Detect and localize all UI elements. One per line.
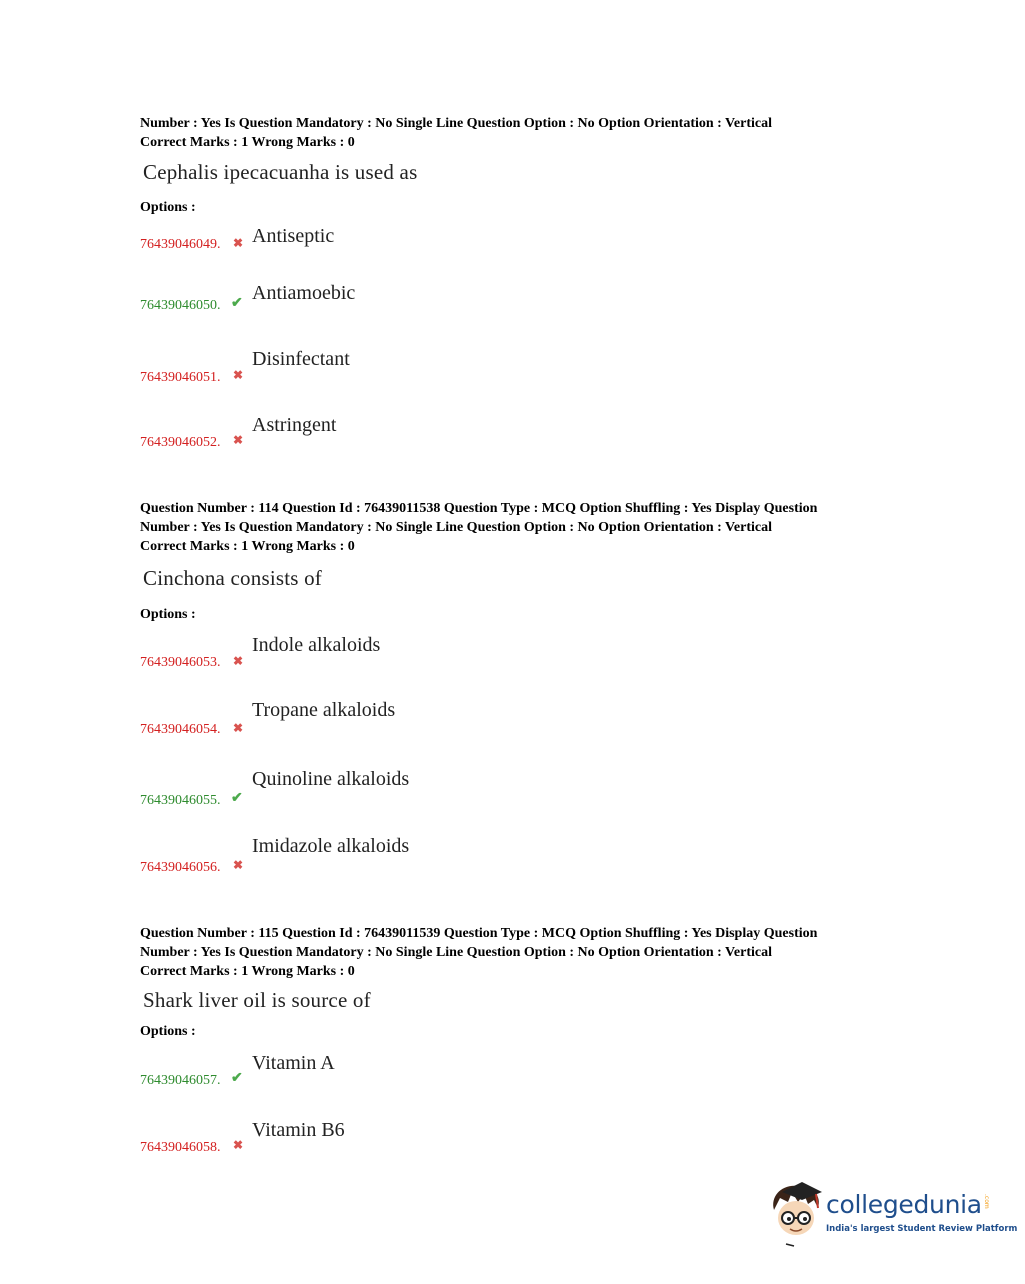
option-text: Vitamin B6 [252, 1119, 345, 1141]
option-text: Disinfectant [252, 348, 350, 370]
question-text: Shark liver oil is source of [143, 988, 371, 1012]
wrong-mark-icon: ✖ [233, 721, 244, 735]
logo-tagline: India's largest Student Review Platform [826, 1224, 1018, 1234]
option-id: 76439046056. [140, 860, 221, 875]
option-id: 76439046057. [140, 1073, 221, 1088]
correct-check-icon: ✔ [231, 296, 243, 311]
question-meta: Number : Yes Is Question Mandatory : No Single Line Question Option : No Option Orientation : Vertical Correct Marks : 1 Wrong Marks : 0 [140, 116, 772, 150]
option-text: Astringent [252, 414, 337, 436]
wrong-mark-icon: ✖ [233, 654, 244, 668]
question-text: Cinchona consists of [143, 566, 322, 590]
option-id: 76439046050. [140, 298, 221, 313]
wrong-mark-icon: ✖ [233, 858, 244, 872]
wrong-mark-icon: ✖ [233, 236, 244, 250]
question-meta: Question Number : 114 Question Id : 76439011538 Question Type : MCQ Option Shuffling : Yes Display Question Number : Yes Is Question Mandatory : No Single Line Question Option : No Option Orientation : Vertical Correct Marks : 1 Wrong Marks : 0 [140, 501, 818, 554]
option-text: Imidazole alkaloids [252, 835, 410, 857]
wrong-mark-icon: ✖ [233, 368, 244, 382]
option-id: 76439046049. [140, 237, 221, 252]
option-id: 76439046051. [140, 370, 221, 385]
option-id: 76439046052. [140, 435, 221, 450]
logo-domain: .com [983, 1194, 990, 1209]
options-label: Options : [140, 607, 196, 622]
options-label: Options : [140, 1024, 196, 1039]
option-text: Quinoline alkaloids [252, 768, 410, 790]
collegedunia-logo [768, 1178, 1018, 1248]
option-id: 76439046058. [140, 1140, 221, 1155]
logo-wordmark: collegedunia [826, 1190, 982, 1219]
student-mascot-icon [768, 1178, 826, 1248]
correct-check-icon: ✔ [231, 1071, 243, 1086]
option-text: Indole alkaloids [252, 634, 381, 656]
options-label: Options : [140, 200, 196, 215]
option-text: Antiamoebic [252, 282, 356, 304]
correct-check-icon: ✔ [231, 791, 243, 806]
option-text: Tropane alkaloids [252, 699, 396, 721]
option-id: 76439046055. [140, 793, 221, 808]
wrong-mark-icon: ✖ [233, 1138, 244, 1152]
question-text: Cephalis ipecacuanha is used as [143, 160, 418, 184]
option-id: 76439046054. [140, 722, 221, 737]
question-meta: Question Number : 115 Question Id : 76439011539 Question Type : MCQ Option Shuffling : Yes Display Question Number : Yes Is Question Mandatory : No Single Line Question Option : No Option Orientation : Vertical Correct Marks : 1 Wrong Marks : 0 [140, 926, 818, 979]
option-text: Antiseptic [252, 225, 335, 247]
option-id: 76439046053. [140, 655, 221, 670]
wrong-mark-icon: ✖ [233, 433, 244, 447]
option-text: Vitamin A [252, 1052, 335, 1074]
